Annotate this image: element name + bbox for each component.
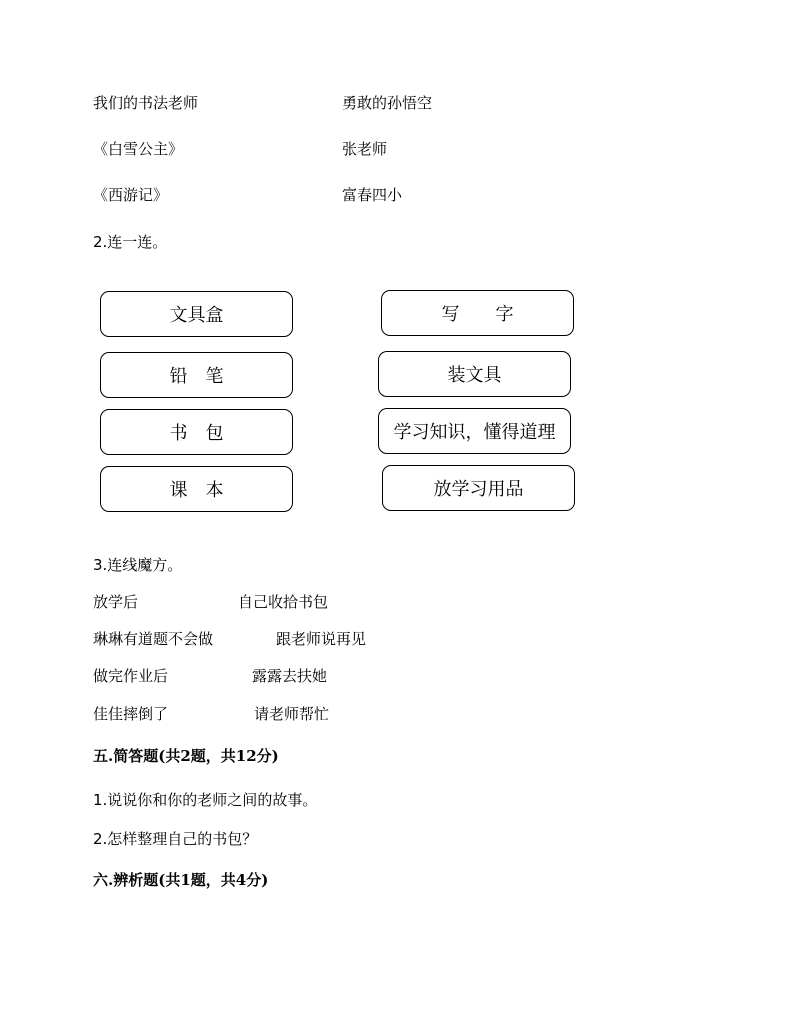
q2-left-box	[100, 352, 293, 398]
q1-right-item: 张老师	[342, 140, 388, 158]
q2-left-box	[100, 291, 293, 337]
q2-left-box-label: 课 本	[169, 480, 224, 501]
q3-right-item: 自己收拾书包	[238, 593, 329, 611]
q2-left-box	[100, 409, 293, 455]
q2-left-box-label: 铅 笔	[169, 366, 224, 387]
q1-left-item: 《白雪公主》	[93, 140, 184, 158]
q3-left-item: 琳琳有道题不会做	[93, 630, 214, 648]
q2-right-box-label: 学习知识，懂得道理	[393, 422, 556, 443]
section5-question: 2.怎样整理自己的书包？	[93, 830, 258, 848]
q3-right-item: 跟老师说再见	[276, 630, 367, 648]
q1-right-item: 富春四小	[342, 186, 403, 204]
q2-title: 2.连一连。	[93, 233, 168, 251]
q2-right-box-label: 装文具	[447, 365, 502, 386]
q3-right-item: 露露去扶她	[252, 667, 328, 685]
q3-left-item: 做完作业后	[93, 667, 169, 685]
q3-left-item: 佳佳摔倒了	[93, 705, 169, 723]
q2-left-box	[100, 466, 293, 512]
section5-heading: 五.简答题(共2题，共12分)	[93, 747, 279, 765]
q1-left-item: 《西游记》	[93, 186, 169, 204]
q2-right-box	[382, 465, 575, 511]
q2-left-box-label: 书 包	[169, 423, 224, 444]
q2-right-box	[378, 351, 571, 397]
section5-question: 1.说说你和你的老师之间的故事。	[93, 791, 318, 809]
q3-title: 3.连线魔方。	[93, 556, 183, 574]
q1-left-item: 我们的书法老师	[93, 94, 199, 112]
q2-right-box	[381, 290, 574, 336]
q2-right-box	[378, 408, 571, 454]
q2-right-box-label: 放学习用品	[433, 479, 524, 500]
q3-left-item: 放学后	[93, 593, 139, 611]
q3-right-item: 请老师帮忙	[254, 705, 330, 723]
q2-left-box-label: 文具盒	[169, 305, 224, 326]
q1-right-item: 勇敢的孙悟空	[342, 94, 433, 112]
section6-heading: 六.辨析题(共1题，共4分)	[93, 871, 269, 889]
q2-right-box-label: 写 字	[441, 304, 514, 325]
